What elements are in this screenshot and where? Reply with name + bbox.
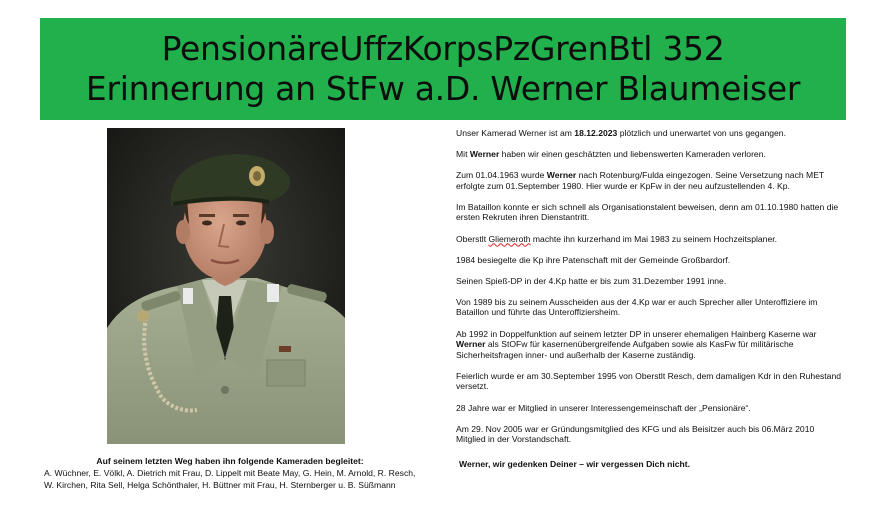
paragraph-12: Am 29. Nov 2005 war er Gründungsmitglied des KFG und als Beisitzer auch bis 06.März 2010 Mitglied in der Vorstandschaft. [456, 423, 815, 445]
paragraph-10: Feierlich wurde er am 30.September 1995 von Oberstlt Resch, dem damaligen Kdr in den Ruhestand versetzt. [456, 370, 842, 392]
header-title-line1: PensionäreUffzKorpsPzGrenBtl 352 [161, 29, 725, 68]
attendees-names: A. Wüchner, E. Völkl, A. Dietrich mit Frau, D. Lippelt mit Beate May, G. Hein, M. Arnold, R. Resch, W. Kirchen, Rita Sell, Helga Schönthaler, H. Büttner mit Frau, H. Sternberger u. B. Süßmann [44, 468, 416, 490]
paragraph-9-text-b: als StOFw für kasernenübergreifende Aufgaben sowie als KasFw für militärische Sicherheitsfragen inner- und außerhalb der Kaserne zuständig. [456, 339, 794, 360]
paragraph-1-text-b: plötzlich und unerwartet von uns gegangen. [617, 128, 786, 138]
spellcheck-marked-word: Gliemeroth [488, 233, 531, 244]
obituary-text [456, 128, 842, 480]
paragraph-2-text-b: haben wir einen geschätzten und liebenswerten Kameraden verloren. [499, 149, 766, 160]
portrait-photo [107, 128, 345, 444]
attendees-title: Auf seinem letzten Weg haben ihn folgende Kameraden begleitet: [96, 456, 364, 466]
paragraph-9 [456, 329, 842, 361]
paragraph-5 [456, 234, 842, 245]
paragraph-11: 28 Jahre war er Mitglied in unserer Interessengemeinschaft der „Pensionäre“. [456, 402, 751, 413]
header-banner [40, 18, 846, 120]
paragraph-1-text-a: Unser Kamerad Werner ist am [456, 128, 575, 138]
paragraph-3-text-a: Zum 01.04.1963 wurde [456, 170, 547, 181]
header-title-line2: Erinnerung an StFw a.D. Werner Blaumeiser [85, 69, 801, 108]
paragraph-6: 1984 besiegelte die Kp ihre Patenschaft mit der Gemeinde Großbardorf. [456, 254, 731, 265]
paragraph-7: Seinen Spieß-DP in der 4.Kp hatte er bis zum 31.Dezember 1991 inne. [456, 275, 727, 286]
paragraph-5-text-b: machte ihn kurzerhand im Mai 1983 zu seinem Hochzeitsplaner. [530, 233, 777, 244]
death-date: 18.12.2023 [574, 128, 618, 138]
paragraph-3-text-b: nach Rotenburg/Fulda eingezogen. Seine Versetzung nach MET erfolgte zum 01.September 1980. Hier wurde er KpFw in der neu aufzustellenden 4. Kp. [456, 170, 825, 191]
paragraph-4: Im Bataillon konnte er sich schnell als Organisationstalent beweisen, denn am 01.10.1980 hatten die ersten Rekruten ihren Dienstantritt. [456, 201, 839, 223]
paragraph-2 [456, 149, 842, 160]
paragraph-5-text-a: Oberstlt [456, 233, 489, 244]
attendees-caption [44, 455, 416, 491]
name-emphasis: Werner [456, 339, 486, 350]
closing-line: Werner, wir gedenken Deiner – wir vergessen Dich nicht. [459, 458, 690, 469]
paragraph-3 [456, 170, 842, 191]
paragraph-9-text-a: Ab 1992 in Doppelfunktion auf seinem letzter DP in unserer ehemaligen Hainberg Kaserne war [456, 328, 817, 339]
paragraph-1 [456, 128, 842, 139]
name-emphasis: Werner [546, 170, 577, 181]
paragraph-8: Von 1989 bis zu seinem Ausscheiden aus der 4.Kp war er auch Sprecher aller Unteroffiziere im Bataillon und führte das Unteroffiziersheim. [456, 296, 818, 318]
paragraph-2-text-a: Mit [456, 149, 470, 160]
name-emphasis: Werner [469, 149, 500, 160]
